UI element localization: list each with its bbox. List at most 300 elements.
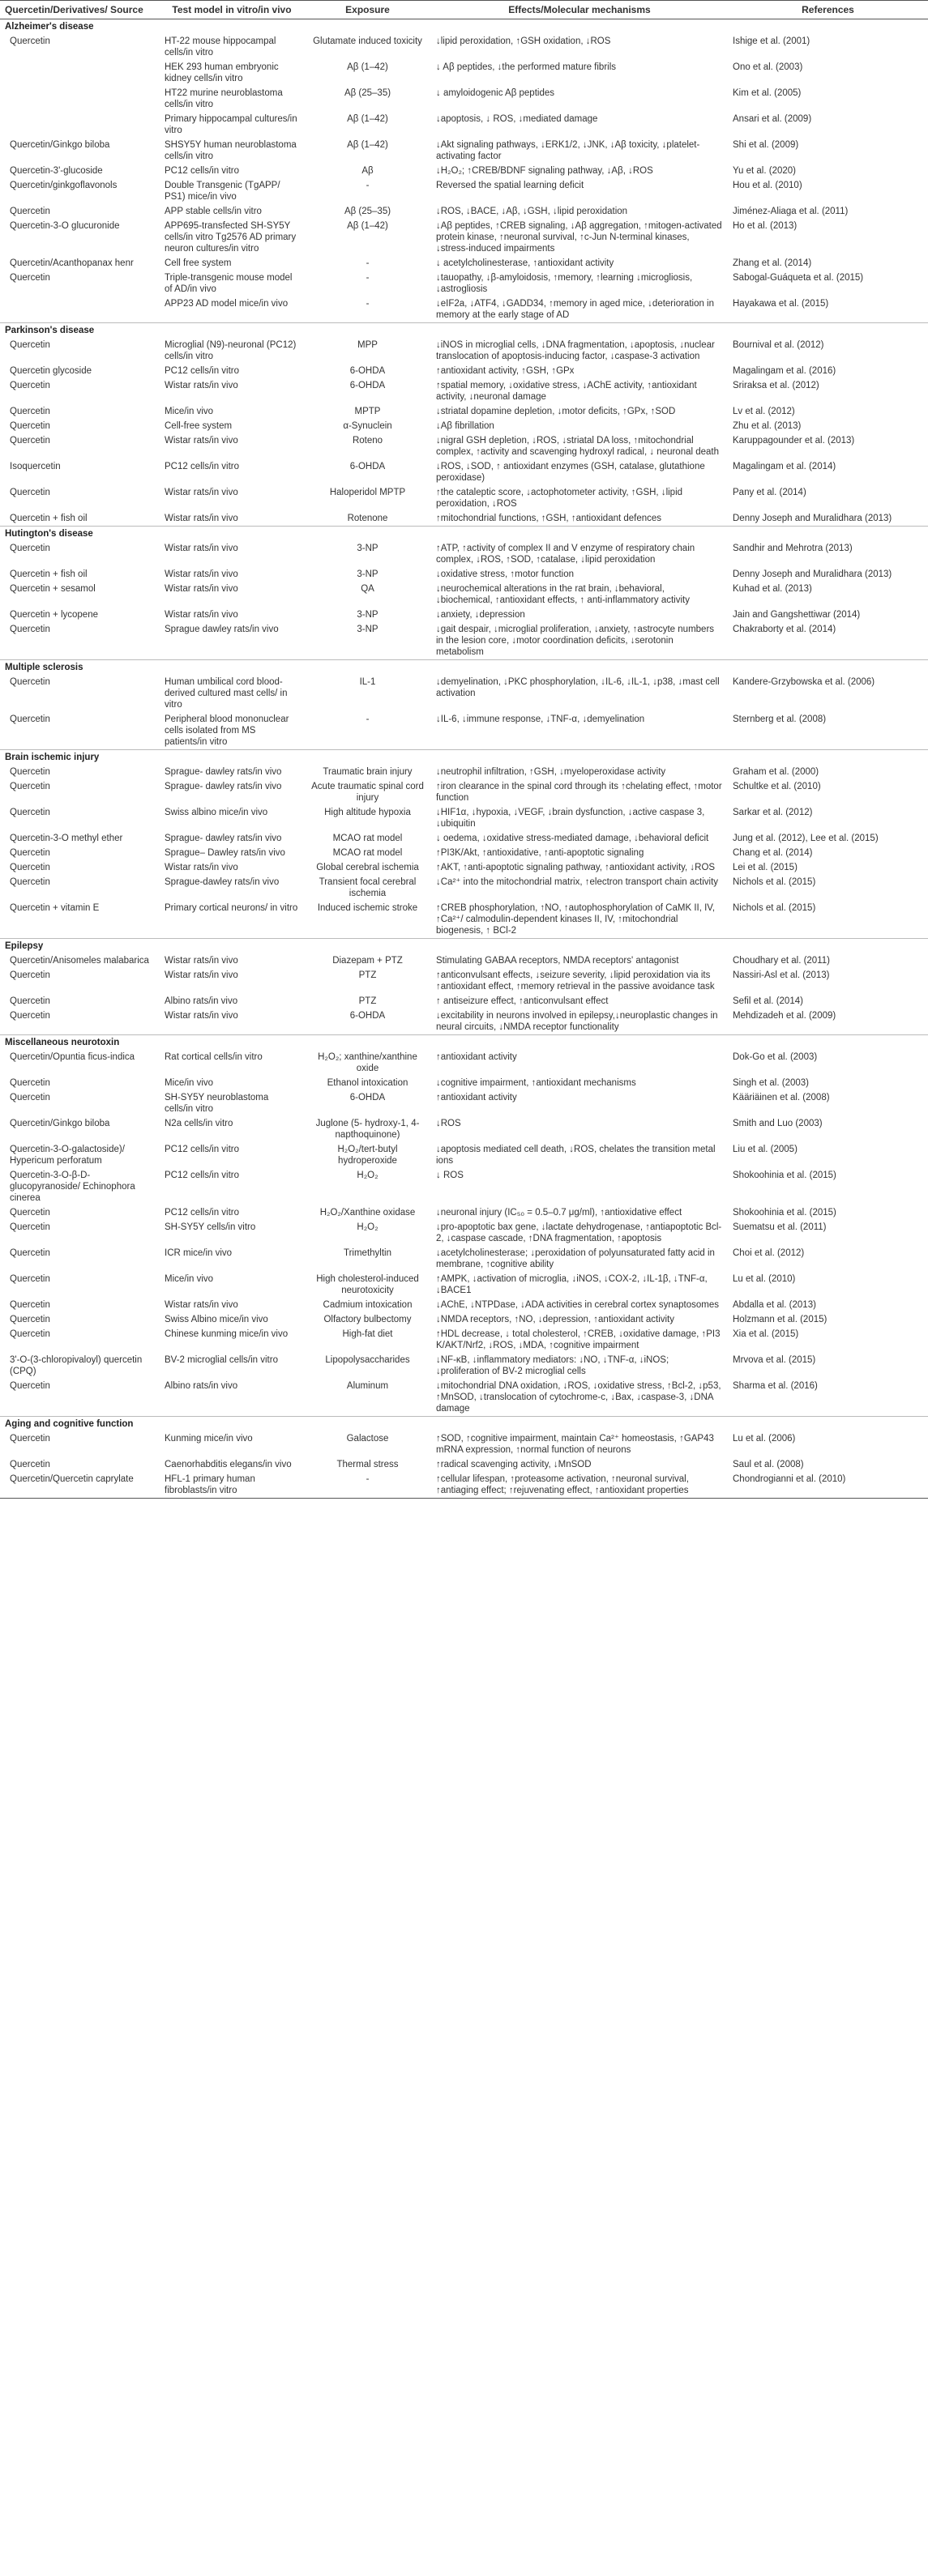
cell-exposure: IL-1 (359, 677, 376, 687)
header-exposure: Exposure (304, 1, 431, 19)
cell-reference: Hayakawa et al. (2015) (733, 299, 829, 309)
cell-exposure: 3-NP (357, 625, 378, 634)
cell-effects: ↓mitochondrial DNA oxidation, ↓ROS, ↓oxidative stress, ↑Bcl-2, ↓p53, ↑MnSOD, ↓translocation of cytochrome-c, ↓Bax, ↓caspase-3, ↓DNA damage (436, 1381, 721, 1414)
cell-test-model: Sprague– Dawley rats/in vivo (165, 848, 285, 858)
cell-effects: ↓NMDA receptors, ↑NO, ↓depression, ↑antioxidant activity (436, 1315, 675, 1324)
table-row (0, 1472, 928, 1499)
table-row (0, 1050, 928, 1076)
cell-source: Quercetin (10, 381, 50, 390)
cell-reference: Kim et al. (2005) (733, 88, 802, 98)
cell-effects: ↓demyelination, ↓PKC phosphorylation, ↓IL-6, ↓IL-1, ↓p38, ↓mast cell activation (436, 677, 720, 698)
cell-source: Quercetin + fish oil (10, 569, 88, 579)
cell-reference: Graham et al. (2000) (733, 767, 819, 777)
cell-test-model: Wistar rats/in vivo (165, 488, 238, 497)
cell-effects: ↑ antiseizure effect, ↑anticonvulsant effect (436, 996, 609, 1006)
cell-test-model: Albino rats/in vivo (165, 996, 238, 1006)
cell-test-model: PC12 cells/in vitro (165, 462, 240, 471)
table-row (0, 953, 928, 968)
cell-effects: ↑SOD, ↑cognitive impairment, maintain Ca²⁺ homeostasis, ↑GAP43 mRNA expression, ↑normal function of neurons (436, 1434, 714, 1455)
cell-source: Quercetin + vitamin E (10, 903, 100, 913)
cell-reference: Pany et al. (2014) (733, 488, 806, 497)
section-header-row (0, 527, 928, 542)
cell-source: Quercetin (10, 996, 50, 1006)
cell-reference: Saul et al. (2008) (733, 1460, 804, 1469)
table-row (0, 622, 928, 660)
table-row (0, 779, 928, 805)
cell-effects: ↓oxidative stress, ↑motor function (436, 569, 575, 579)
table-row (0, 541, 928, 567)
cell-effects: ↓H₂O₂; ↑CREB/BDNF signaling pathway, ↓Aβ, ↓ROS (436, 166, 653, 176)
cell-exposure: H₂O₂ (357, 1171, 378, 1180)
table-row (0, 204, 928, 219)
table-row (0, 1116, 928, 1142)
cell-source: Quercetin (10, 1329, 50, 1339)
cell-effects: ↑radical scavenging activity, ↓MnSOD (436, 1460, 592, 1469)
cell-reference: Sandhir and Mehrotra (2013) (733, 544, 853, 553)
cell-test-model: Primary cortical neurons/ in vitro (165, 903, 298, 913)
cell-effects: Stimulating GABAA receptors, NMDA receptors' antagonist (436, 956, 679, 966)
cell-reference: Liu et al. (2005) (733, 1145, 798, 1154)
cell-effects: ↑spatial memory, ↓oxidative stress, ↓AChE activity, ↑antioxidant activity, ↓neuronal damage (436, 381, 697, 402)
section-header-row (0, 19, 928, 35)
cell-test-model: Wistar rats/in vivo (165, 381, 238, 390)
cell-test-model: Wistar rats/in vivo (165, 1011, 238, 1021)
section-title: Epilepsy (0, 939, 928, 954)
cell-test-model: PC12 cells/in vitro (165, 1171, 240, 1180)
cell-effects: ↓Aβ fibrillation (436, 421, 494, 431)
cell-source: Quercetin/Anisomeles malabarica (10, 956, 149, 966)
cell-test-model: Cell-free system (165, 421, 233, 431)
cell-test-model: Wistar rats/in vivo (165, 610, 238, 620)
cell-exposure: Aβ (361, 166, 374, 176)
cell-exposure: H₂O₂/tert-butyl hydroperoxide (337, 1145, 398, 1166)
cell-source: Quercetin (10, 544, 50, 553)
cell-effects: ↑HDL decrease, ↓ total cholesterol, ↑CREB, ↓oxidative damage, ↑PI3 K/AKT/Nrf2, ↓ROS, ↓MDA, ↑cognitive impairment (436, 1329, 721, 1350)
table-row (0, 1312, 928, 1327)
cell-exposure: - (366, 299, 370, 309)
cell-source (0, 86, 160, 112)
cell-test-model: Wistar rats/in vivo (165, 569, 238, 579)
cell-source: Quercetin (10, 970, 50, 980)
table-row (0, 178, 928, 204)
cell-reference: Sharma et al. (2016) (733, 1381, 818, 1391)
cell-exposure: 6-OHDA (349, 381, 386, 390)
cell-source: Quercetin (10, 1248, 50, 1258)
table-row (0, 1168, 928, 1205)
cell-test-model: Rat cortical cells/in vitro (165, 1052, 263, 1062)
cell-source (0, 112, 160, 138)
cell-source: Quercetin (10, 1300, 50, 1310)
cell-effects: ↑AKT, ↑anti-apoptotic signaling pathway, ↑antioxidant activity, ↓ROS (436, 863, 716, 872)
cell-source: Quercetin (10, 1315, 50, 1324)
cell-reference: Sabogal-Guáqueta et al. (2015) (733, 273, 864, 283)
cell-effects: ↓neurochemical alterations in the rat brain, ↓behavioral, ↓biochemical, ↑antioxidant effects, ↑ anti-inflammatory activity (436, 584, 690, 605)
cell-test-model: Microglial (N9)-neuronal (PC12) cells/in vitro (165, 340, 297, 361)
cell-reference: Dok-Go et al. (2003) (733, 1052, 818, 1062)
cell-source: Quercetin (10, 488, 50, 497)
cell-effects: ↓NF-κB, ↓inflammatory mediators: ↓NO, ↓TNF-α, ↓iNOS; ↓proliferation of BV-2 microglial cells (436, 1355, 669, 1376)
cell-reference: Choudhary et al. (2011) (733, 956, 830, 966)
cell-exposure: PTZ (358, 970, 377, 980)
cell-test-model: SH-SY5Y cells/in vitro (165, 1222, 256, 1232)
cell-exposure: QA (361, 584, 374, 594)
cell-source: Isoquercetin (10, 462, 61, 471)
cell-exposure: 6-OHDA (349, 1093, 386, 1102)
cell-source: Quercetin-3-O methyl ether (10, 834, 123, 843)
table-row (0, 219, 928, 256)
cell-exposure: Cadmium intoxication (323, 1300, 413, 1310)
table-row (0, 1379, 928, 1417)
table-row (0, 1431, 928, 1457)
cell-exposure: Induced ischemic stroke (317, 903, 418, 913)
table-row (0, 994, 928, 1009)
cell-reference: Schultke et al. (2010) (733, 782, 821, 791)
cell-source: Quercetin (10, 36, 50, 46)
table-row (0, 86, 928, 112)
cell-exposure: 3-NP (357, 544, 378, 553)
table-row (0, 511, 928, 527)
section-header-row (0, 750, 928, 766)
cell-reference: Sefil et al. (2014) (733, 996, 803, 1006)
cell-source: Quercetin-3'-glucoside (10, 166, 103, 176)
section-header-row (0, 939, 928, 954)
cell-source: Quercetin (10, 782, 50, 791)
cell-test-model: Wistar rats/in vivo (165, 1300, 238, 1310)
cell-effects: ↓AChE, ↓NTPDase, ↓ADA activities in cerebral cortex synaptosomes (436, 1300, 719, 1310)
cell-test-model: BV-2 microglial cells/in vitro (165, 1355, 278, 1365)
cell-test-model: HFL-1 primary human fibroblasts/in vitro (160, 1472, 304, 1499)
cell-test-model: APP23 AD model mice/in vivo (165, 299, 289, 309)
cell-exposure: Traumatic brain injury (323, 767, 413, 777)
cell-effects: ↑AMPK, ↓activation of microglia, ↓iNOS, ↓COX-2, ↓IL-1β, ↓TNF-α, ↓BACE1 (436, 1274, 708, 1295)
cell-test-model: Primary hippocampal cultures/in vitro (165, 114, 297, 135)
table-row (0, 1220, 928, 1246)
table-row (0, 138, 928, 164)
cell-exposure: MCAO rat model (332, 848, 403, 858)
section-header-row (0, 660, 928, 676)
cell-exposure: Trimethyltin (344, 1248, 391, 1258)
cell-test-model: Human umbilical cord blood-derived cultured mast cells/ in vitro (165, 677, 288, 710)
table-row (0, 1076, 928, 1090)
cell-effects: ↓excitability in neurons involved in epilepsy,↓neuroplastic changes in neural circuits, ↓NMDA receptor functionality (436, 1011, 718, 1032)
cell-source: Quercetin (10, 677, 50, 687)
cell-effects: ↑anticonvulsant effects, ↓seizure severity, ↓lipid peroxidation via its ↑antioxidant effect, ↑memory retrieval in the passive avoidance task (436, 970, 715, 992)
cell-exposure: H₂O₂ (357, 1222, 378, 1232)
section-header-row (0, 1417, 928, 1432)
cell-exposure: Glutamate induced toxicity (313, 36, 422, 46)
cell-exposure: - (366, 273, 370, 283)
cell-source: Quercetin (10, 1093, 50, 1102)
cell-reference: Bournival et al. (2012) (733, 340, 824, 350)
cell-effects: ↓gait despair, ↓microglial proliferation, ↓anxiety, ↑astrocyte numbers in the lesion core, ↓motor coordination deficits, ↓serotonin metabolism (436, 625, 715, 657)
section-header-row (0, 1035, 928, 1051)
cell-reference: Nichols et al. (2015) (733, 903, 816, 913)
cell-reference: Chondrogianni et al. (2010) (728, 1472, 928, 1499)
table-row (0, 875, 928, 901)
cell-reference: Sternberg et al. (2008) (733, 714, 827, 724)
table-row (0, 968, 928, 994)
cell-exposure: Haloperidol MPTP (329, 488, 406, 497)
cell-source: Quercetin (10, 1208, 50, 1218)
header-source: Quercetin/Derivatives/ Source (0, 1, 160, 19)
cell-source: Quercetin (10, 714, 50, 724)
cell-source: Quercetin (10, 808, 50, 817)
cell-exposure: Aβ (1–42) (347, 221, 388, 231)
table-row (0, 404, 928, 419)
cell-test-model: Peripheral blood mononuclear cells isolated from MS patients/in vitro (165, 714, 289, 747)
cell-effects: ↓eIF2a, ↓ATF4, ↓GADD34, ↑memory in aged mice, ↓deterioration in memory at the early stage of AD (436, 299, 715, 320)
cell-exposure: Thermal stress (336, 1460, 399, 1469)
cell-effects: ↓ Aβ peptides, ↓the performed mature fibrils (436, 62, 617, 72)
table-row (0, 1327, 928, 1353)
cell-reference: Chang et al. (2014) (733, 848, 813, 858)
cell-effects: ↑antioxidant activity, ↑GSH, ↑GPx (436, 366, 575, 376)
cell-reference: Ishige et al. (2001) (733, 36, 810, 46)
section-header-row (0, 323, 928, 339)
table-row (0, 433, 928, 459)
header-references: References (728, 1, 928, 19)
cell-exposure: High cholesterol-induced neurotoxicity (316, 1274, 419, 1295)
cell-exposure: 3-NP (357, 569, 378, 579)
cell-reference: Lu et al. (2010) (733, 1274, 796, 1284)
cell-reference: Singh et al. (2003) (733, 1078, 809, 1088)
section-title: Alzheimer's disease (5, 22, 94, 32)
cell-source: Quercetin + sesamol (10, 584, 96, 594)
header-test-model: Test model in vitro/in vivo (160, 1, 304, 19)
cell-effects: ↓HIF1α, ↓hypoxia, ↓VEGF, ↓brain dysfunction, ↓active caspase 3, ↓ubiquitin (436, 808, 705, 829)
cell-effects: ↓ROS, ↓SOD, ↑ antioxidant enzymes (GSH, catalase, glutathione peroxidase) (436, 462, 705, 483)
cell-effects: ↓ROS (436, 1119, 461, 1128)
cell-test-model: Wistar rats/in vivo (165, 584, 238, 594)
cell-exposure: Aβ (1–42) (347, 62, 388, 72)
cell-effects: Reversed the spatial learning deficit (436, 181, 584, 190)
cell-test-model: SH-SY5Y neuroblastoma cells/in vitro (165, 1093, 269, 1114)
cell-source: Quercetin (10, 767, 50, 777)
cell-effects: ↑CREB phosphorylation, ↑NO, ↑autophosphorylation of CaMK II, IV, ↑Ca²⁺/ calmodulin-dependent kinases II, IV, ↑mitochondrial biogenesis, ↑ BCl-2 (436, 903, 716, 936)
section-title: Miscellaneous neurotoxin (0, 1035, 928, 1051)
cell-exposure: Aβ (1–42) (347, 140, 388, 150)
cell-source: Quercetin (10, 436, 50, 446)
cell-test-model: Caenorhabditis elegans/in vivo (165, 1460, 292, 1469)
cell-reference: Xia et al. (2015) (733, 1329, 799, 1339)
cell-test-model: Wistar rats/in vivo (165, 863, 238, 872)
cell-exposure: Aluminum (346, 1381, 389, 1391)
cell-reference: Jiménez-Aliaga et al. (2011) (733, 207, 849, 216)
table-row (0, 164, 928, 178)
header-row (0, 1, 928, 19)
cell-effects: ↓ acetylcholinesterase, ↑antioxidant activity (436, 258, 614, 268)
cell-test-model: Sprague- dawley rats/in vivo (165, 782, 282, 791)
cell-source: Quercetin glycoside (10, 366, 92, 376)
cell-exposure: Galactose (346, 1434, 389, 1444)
cell-effects: ↑the cataleptic score, ↓actophotometer activity, ↑GSH, ↓lipid peroxidation, ↓ROS (436, 488, 683, 509)
cell-exposure: Acute traumatic spinal cord injury (311, 782, 424, 803)
cell-source: Quercetin/ginkgoflavonols (10, 181, 118, 190)
cell-effects: ↑ATP, ↑activity of complex II and V enzyme of respiratory chain complex, ↓ROS, ↑SOD, ↑catalase, ↓lipid peroxidation (436, 544, 695, 565)
table-row (0, 364, 928, 378)
cell-reference: Sriraksa et al. (2012) (733, 381, 819, 390)
cell-reference: Lu et al. (2006) (733, 1434, 796, 1444)
cell-effects: ↓tauopathy, ↓β-amyloidosis, ↑memory, ↑learning ↓microgliosis, ↓astrogliosis (436, 273, 693, 294)
cell-effects: ↓acetylcholinesterase; ↓peroxidation of polyunsaturated fatty acid in membrane, ↑cognitive ability (436, 1248, 715, 1269)
cell-test-model: Sprague- dawley rats/in vivo (165, 834, 282, 843)
cell-source: Quercetin/Quercetin caprylate (0, 1472, 160, 1499)
cell-source: Quercetin (10, 877, 50, 887)
cell-test-model: Mice/in vivo (165, 407, 214, 416)
cell-reference: Holzmann et al. (2015) (733, 1315, 828, 1324)
cell-source: Quercetin (10, 848, 50, 858)
cell-effects: ↓apoptosis mediated cell death, ↓ROS, chelates the transition metal ions (436, 1145, 716, 1166)
cell-source: Quercetin (10, 1078, 50, 1088)
cell-test-model: APP stable cells/in vitro (165, 207, 262, 216)
table-row (0, 1457, 928, 1472)
table-row (0, 860, 928, 875)
table-row (0, 1353, 928, 1379)
table-row (0, 567, 928, 582)
cell-effects: ↓Ca²⁺ into the mitochondrial matrix, ↑electron transport chain activity (436, 877, 719, 887)
cell-reference: Mehdizadeh et al. (2009) (733, 1011, 836, 1021)
cell-exposure: Global cerebral ischemia (316, 863, 419, 872)
cell-reference: Denny Joseph and Muralidhara (2013) (733, 514, 892, 523)
cell-effects: ↑iron clearance in the spinal cord through its ↑chelating effect, ↑motor function (436, 782, 722, 803)
section-title: Hutington's disease (0, 527, 928, 542)
cell-reference: Magalingam et al. (2014) (733, 462, 836, 471)
cell-reference: Karuppagounder et al. (2013) (733, 436, 855, 446)
cell-test-model: Wistar rats/in vivo (165, 956, 238, 966)
cell-test-model: Triple-transgenic mouse model of AD/in vivo (165, 273, 293, 294)
cell-test-model: PC12 cells/in vitro (165, 1145, 240, 1154)
cell-source: Quercetin (10, 863, 50, 872)
table-row (0, 901, 928, 939)
cell-effects: ↓ ROS (436, 1171, 464, 1180)
cell-source: Quercetin (10, 340, 50, 350)
cell-reference: Kääriäinen et al. (2008) (733, 1093, 830, 1102)
table-row (0, 1142, 928, 1168)
cell-effects: ↓apoptosis, ↓ ROS, ↓mediated damage (436, 114, 598, 124)
cell-reference: Mrvova et al. (2015) (733, 1355, 816, 1365)
table-row (0, 296, 928, 323)
cell-exposure: Ethanol intoxication (327, 1078, 408, 1088)
cell-effects: ↓lipid peroxidation, ↑GSH oxidation, ↓ROS (436, 36, 611, 46)
table-row (0, 608, 928, 622)
section-title: Aging and cognitive function (0, 1417, 928, 1432)
section-title: Multiple sclerosis (0, 660, 928, 676)
cell-effects: ↓neuronal injury (IC₅₀ = 0.5–0.7 μg/ml), ↑antioxidative effect (436, 1208, 682, 1218)
cell-test-model: Mice/in vivo (165, 1274, 214, 1284)
cell-source: Quercetin-3-O glucuronide (10, 221, 120, 231)
cell-test-model: Swiss Albino mice/in vivo (165, 1315, 268, 1324)
cell-test-model: Swiss albino mice/in vivo (165, 808, 268, 817)
cell-effects: ↓pro-apoptotic bax gene, ↓lactate dehydrogenase, ↑antiapoptotic Bcl-2, ↓caspase cascade, ↑DNA fragmentation, ↑apoptosis (436, 1222, 722, 1243)
cell-reference: Chakraborty et al. (2014) (733, 625, 836, 634)
cell-exposure: 6-OHDA (349, 462, 386, 471)
cell-exposure: - (304, 1472, 431, 1499)
cell-exposure: High altitude hypoxia (324, 808, 411, 817)
cell-test-model: Wistar rats/in vivo (165, 544, 238, 553)
table-row (0, 112, 928, 138)
table-row (0, 831, 928, 846)
cell-effects: ↓Akt signaling pathways, ↓ERK1/2, ↓JNK, ↓Aβ toxicity, ↓platelet-activating factor (436, 140, 700, 161)
cell-exposure: Aβ (25–35) (344, 207, 391, 216)
table-row (0, 1272, 928, 1298)
cell-exposure: 6-OHDA (349, 366, 386, 376)
cell-reference: Shokoohinia et al. (2015) (733, 1171, 836, 1180)
cell-reference: Jung et al. (2012), Lee et al. (2015) (733, 834, 879, 843)
cell-reference: Ansari et al. (2009) (733, 114, 812, 124)
cell-effects: ↓neutrophil infiltration, ↑GSH, ↓myeloperoxidase activity (436, 767, 666, 777)
cell-exposure: Aβ (1–42) (347, 114, 388, 124)
cell-reference: Suematsu et al. (2011) (733, 1222, 827, 1232)
cell-source: Quercetin-3-O-galactoside)/ Hypericum perforatum (10, 1145, 125, 1166)
table-row (0, 34, 928, 60)
cell-reference: Magalingam et al. (2016) (733, 366, 836, 376)
cell-reference: Choi et al. (2012) (733, 1248, 805, 1258)
cell-source: Quercetin/Ginkgo biloba (10, 1119, 110, 1128)
table-row (0, 459, 928, 485)
cell-test-model: Double Transgenic (TgAPP/ PS1) mice/in vivo (165, 181, 280, 202)
table-row (0, 60, 928, 86)
cell-source: Quercetin (10, 625, 50, 634)
cell-test-model: Wistar rats/in vivo (165, 436, 238, 446)
cell-reference: Shi et al. (2009) (733, 140, 799, 150)
cell-source: Quercetin (10, 207, 50, 216)
cell-test-model: Wistar rats/in vivo (165, 514, 238, 523)
cell-exposure: Aβ (25–35) (344, 88, 391, 98)
cell-reference: Nassiri-Asl et al. (2013) (733, 970, 830, 980)
cell-exposure: H₂O₂; xanthine/xanthine oxide (318, 1052, 417, 1073)
cell-source: Quercetin (10, 273, 50, 283)
cell-test-model: Chinese kunming mice/in vivo (165, 1329, 289, 1339)
cell-source (0, 60, 160, 86)
cell-effects: ↓ oedema, ↓oxidative stress-mediated damage, ↓behavioral deficit (436, 834, 709, 843)
cell-source: Quercetin-3-O-β-D-glucopyranoside/ Echinophora cinerea (10, 1171, 135, 1203)
cell-exposure: H₂O₂/Xanthine oxidase (319, 1208, 416, 1218)
cell-exposure: Diazepam + PTZ (332, 956, 403, 966)
cell-test-model: ICR mice/in vivo (165, 1248, 233, 1258)
cell-exposure: - (366, 714, 370, 724)
cell-reference: Ho et al. (2013) (733, 221, 798, 231)
cell-reference: Abdalla et al. (2013) (733, 1300, 816, 1310)
cell-effects: ↓iNOS in microglial cells, ↓DNA fragmentation, ↓apoptosis, ↓nuclear translocation of apoptosis-inducing factor, ↓caspase-3 activation (436, 340, 715, 361)
cell-source: Quercetin (10, 1460, 50, 1469)
table-row (0, 1090, 928, 1116)
cell-test-model: N2a cells/in vitro (165, 1119, 233, 1128)
cell-source: 3'-O-(3-chloropivaloyl) quercetin (CPQ) (10, 1355, 143, 1376)
cell-source (0, 296, 160, 323)
table-row (0, 338, 928, 364)
cell-reference: Zhang et al. (2014) (733, 258, 812, 268)
cell-source: Quercetin (10, 1381, 50, 1391)
cell-exposure: PTZ (358, 996, 377, 1006)
cell-test-model: Cell free system (165, 258, 232, 268)
cell-test-model: Sprague- dawley rats/in vivo (165, 767, 282, 777)
cell-source: Quercetin/Ginkgo biloba (10, 140, 110, 150)
cell-source: Quercetin (10, 1222, 50, 1232)
table-row (0, 256, 928, 271)
cell-exposure: Roteno (352, 436, 383, 446)
table-row (0, 271, 928, 296)
cell-exposure: Lipopolysaccharides (325, 1355, 410, 1365)
cell-exposure: Transient focal cerebral ischemia (319, 877, 417, 898)
table-row (0, 765, 928, 779)
cell-exposure: 6-OHDA (349, 1011, 386, 1021)
cell-source: Quercetin/Opuntia ficus-indica (10, 1052, 135, 1062)
section-title: Parkinson's disease (0, 323, 928, 339)
cell-exposure: Juglone (5- hydroxy-1, 4-napthoquinone) (315, 1119, 420, 1140)
cell-reference: Shokoohinia et al. (2015) (733, 1208, 836, 1218)
table-row (0, 582, 928, 608)
table-row (0, 1009, 928, 1035)
